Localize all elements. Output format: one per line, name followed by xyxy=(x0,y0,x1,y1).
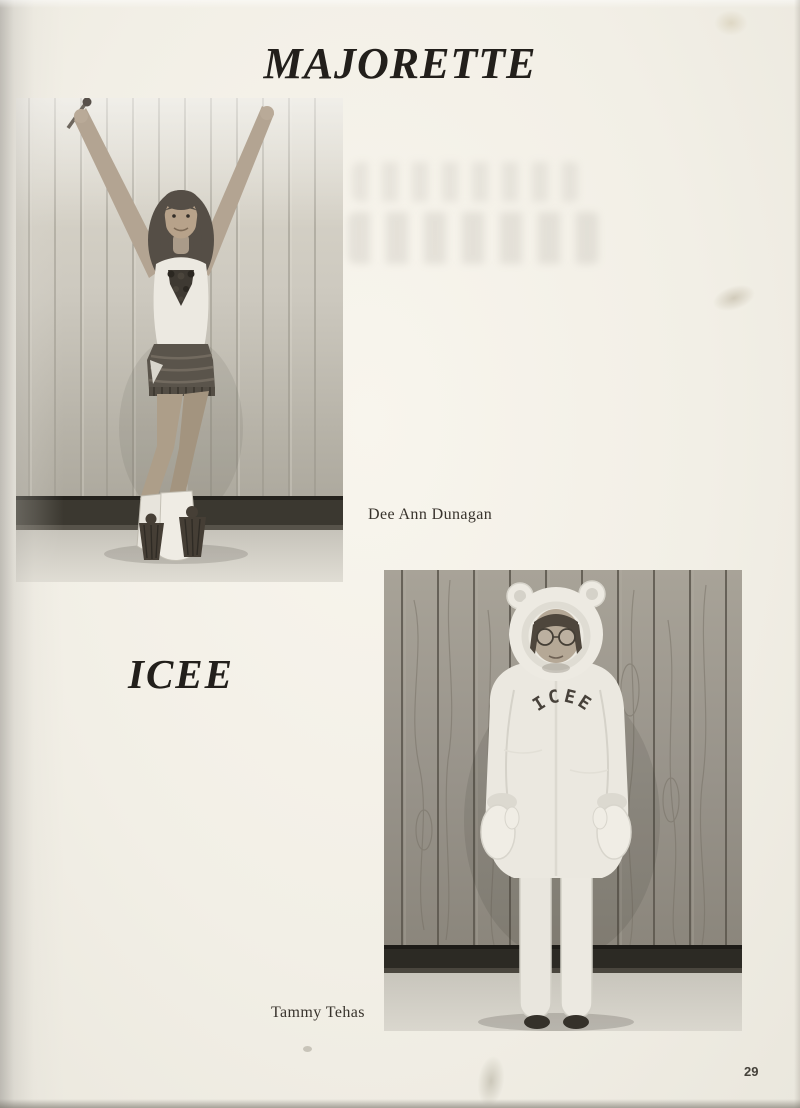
photo-caption-majorette: Dee Ann Dunagan xyxy=(368,506,493,523)
page-edge-right xyxy=(794,0,800,1108)
figure-shadow xyxy=(478,1013,634,1031)
page-edge-top xyxy=(0,0,800,8)
majorette-photo xyxy=(16,98,343,582)
photo-caption-icee: Tammy Tehas xyxy=(271,1004,365,1021)
print-bleedthrough xyxy=(348,212,600,264)
page-edge-bottom xyxy=(0,1099,800,1108)
paper-speck xyxy=(303,1046,312,1052)
page-title: MAJORETTE xyxy=(263,39,537,88)
page-number: 29 xyxy=(744,1064,759,1079)
page-gutter-shadow xyxy=(0,0,64,1108)
icee-mascot-photo xyxy=(384,570,742,1031)
paper-stain xyxy=(714,10,748,36)
costume-label: ICEE xyxy=(529,685,597,717)
paper-stain xyxy=(709,280,758,316)
section-heading-icee: ICEE xyxy=(128,651,234,697)
print-bleedthrough xyxy=(352,162,580,202)
